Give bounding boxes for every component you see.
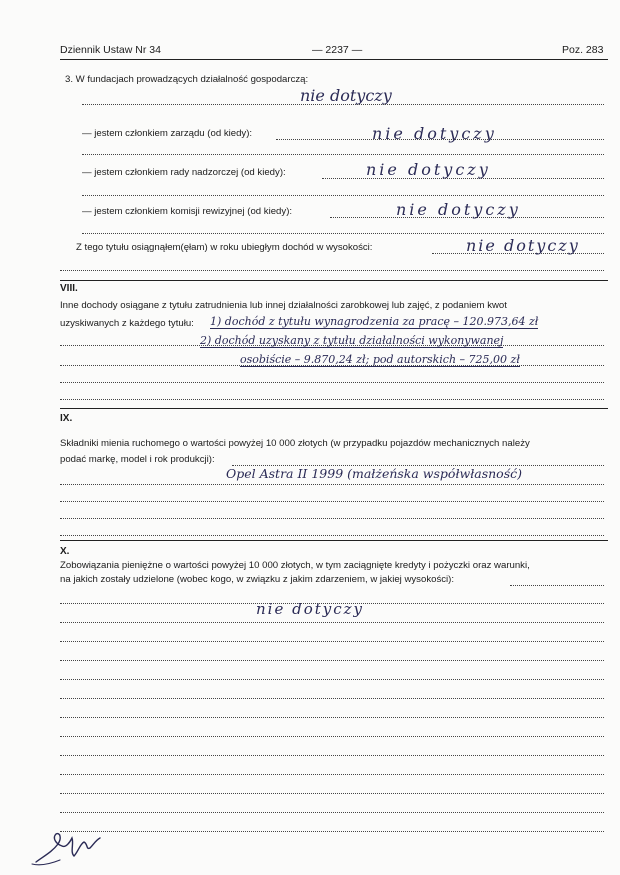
supervisory-board-label: — jestem członkiem rady nadzorczej (od kiedy): (82, 167, 286, 178)
section10-number: X. (60, 546, 70, 557)
dotted-line (60, 793, 604, 794)
header-divider (60, 59, 608, 60)
signature (30, 822, 110, 868)
dotted-line (82, 104, 604, 105)
dotted-line (60, 831, 604, 832)
dotted-line (60, 641, 604, 642)
dotted-line (82, 233, 604, 234)
section10-text-line1: Zobowiązania pieniężne o wartości powyżej 10 000 złotych, w tym zaciągnięte kredyty i pożyczki oraz warunki, (60, 560, 530, 571)
section8-text-line2: uzyskiwanych z każdego tytułu: (60, 318, 194, 329)
audit-committee-label: — jestem członkiem komisji rewizyjnej (od kiedy): (82, 206, 293, 217)
dotted-line (510, 585, 604, 586)
section3-heading: 3. W fundacjach prowadzących działalność gospodarczą: (65, 74, 309, 85)
section-divider (60, 408, 608, 409)
audit-committee-answer: nie dotyczy (396, 200, 521, 219)
dotted-line (82, 195, 604, 196)
page-number: — 2237 — (312, 44, 363, 56)
dotted-line (60, 270, 604, 271)
section9-text-line1: Składniki mienia ruchomego o wartości powyżej 10 000 złotych (w przypadku pojazdów mechanicznych należy (60, 438, 530, 449)
dotted-line (60, 812, 604, 813)
income-answer: nie dotyczy (466, 236, 580, 255)
position-number: Poz. 283 (562, 44, 604, 56)
dotted-line (60, 518, 604, 519)
dotted-line (60, 365, 604, 366)
income-label: Z tego tytułu osiągnąłem(ęłam) w roku ubiegłym dochód w wysokości: (76, 242, 373, 253)
section8-hw-line1: 1) dochód z tytułu wynagrodzenia za pracę – 120.973,64 zł (210, 315, 539, 328)
dotted-line (60, 535, 604, 536)
dotted-line (82, 154, 604, 155)
section-divider (60, 540, 608, 541)
dotted-line (60, 399, 604, 400)
board-member-answer: nie dotyczy (372, 124, 497, 143)
section8-text-line1: Inne dochody osiągane z tytułu zatrudnienia lub innej działalności zarobkowej lub zajęć, z podaniem kwot (60, 300, 507, 311)
section9-text-line2: podać markę, model i rok produkcji): (60, 454, 215, 465)
dotted-line (60, 382, 604, 383)
dotted-line (60, 774, 604, 775)
journal-title: Dziennik Ustaw Nr 34 (60, 44, 161, 56)
dotted-line (60, 622, 604, 623)
board-member-label: — jestem członkiem zarządu (od kiedy): (82, 128, 253, 139)
dotted-line (60, 679, 604, 680)
dotted-line (60, 717, 604, 718)
dotted-line (60, 698, 604, 699)
section10-hw-answer: nie dotyczy (256, 600, 365, 618)
section9-number: IX. (60, 413, 73, 424)
section3-answer: nie dotyczy (300, 86, 392, 105)
dotted-line (60, 484, 604, 485)
section8-hw-line3: osobiście – 9.870,24 zł; pod autorskich – 725,00 zł (240, 353, 520, 366)
section-divider (60, 280, 608, 281)
dotted-line (60, 501, 604, 502)
section10-text-line2: na jakich zostały udzielone (wobec kogo, w związku z jakim zdarzeniem, w jakiej wysokości): (60, 574, 455, 585)
dotted-line (60, 736, 604, 737)
supervisory-board-answer: nie dotyczy (366, 160, 491, 179)
dotted-line (60, 755, 604, 756)
section8-hw-line2: 2) dochód uzyskany z tytułu działalności wykonywanej (200, 334, 504, 347)
section9-hw-answer: Opel Astra II 1999 (małżeńska współwłasność) (226, 466, 522, 481)
dotted-line (60, 660, 604, 661)
section8-number: VIII. (60, 283, 78, 294)
